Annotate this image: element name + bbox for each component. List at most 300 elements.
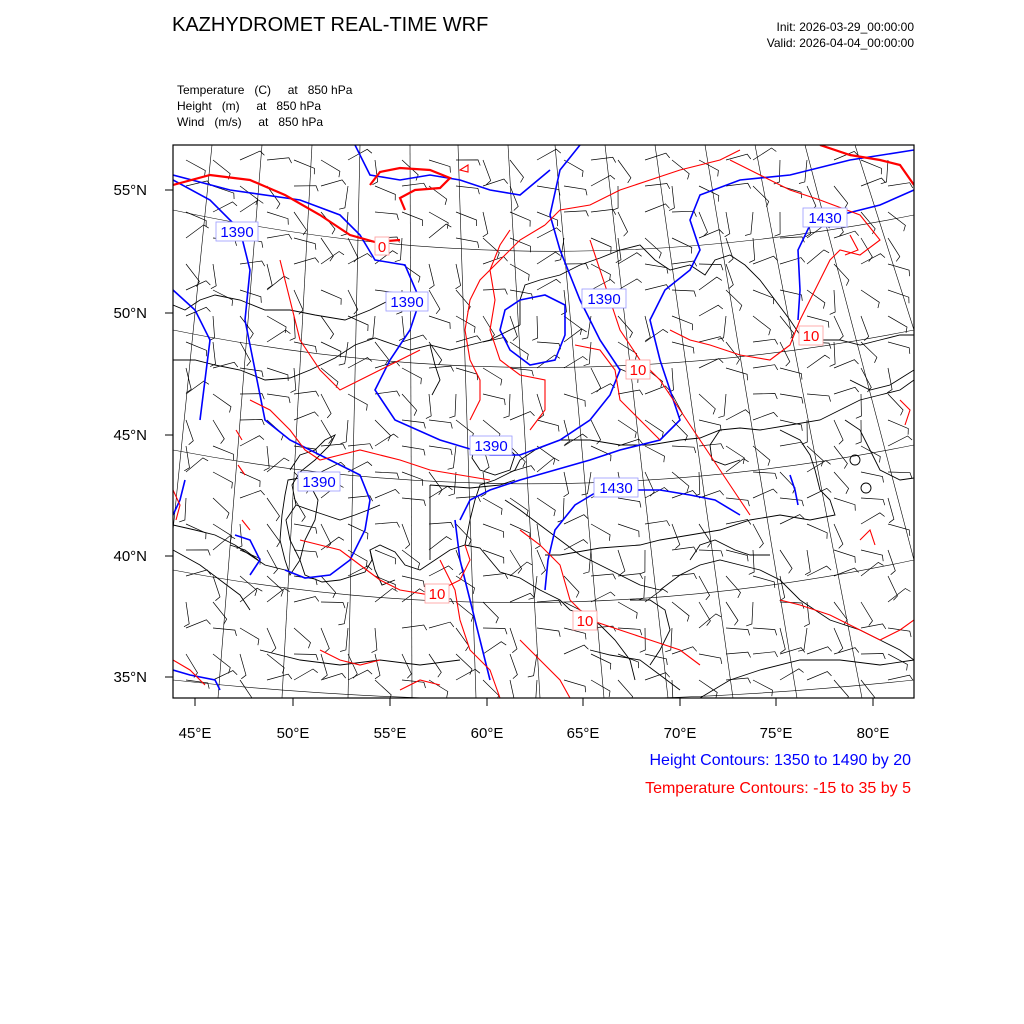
temperature-contour-label: 0 <box>377 239 387 256</box>
wind-barb <box>321 160 340 177</box>
wind-barb <box>780 394 803 404</box>
wind-barb <box>645 446 665 462</box>
wind-barb <box>510 212 530 227</box>
wind-barb <box>618 253 642 264</box>
wind-barb <box>240 628 259 645</box>
wind-barb <box>448 446 456 469</box>
wind-barb <box>267 524 280 547</box>
temperature-contour-label: 10 <box>629 362 647 379</box>
wind-barb <box>184 602 189 627</box>
wind-barb <box>887 368 892 393</box>
wind-barb <box>339 186 348 209</box>
wind-barb <box>537 446 555 465</box>
wind-barb <box>483 179 508 186</box>
wind-barb <box>726 342 740 365</box>
wind-barb <box>537 498 555 516</box>
wind-barb <box>780 550 792 573</box>
wind-barb <box>699 277 722 290</box>
wind-barb <box>672 524 680 549</box>
wind-barb <box>483 642 506 654</box>
wind-barb <box>209 316 214 341</box>
wind-barb <box>186 342 206 356</box>
height-contour-label: 1390 <box>587 291 621 308</box>
wind-barb <box>694 472 700 496</box>
wind-barb <box>240 550 260 565</box>
wind-barb <box>267 458 289 472</box>
wind-barb <box>537 279 561 290</box>
wind-barb <box>338 602 348 625</box>
wind-barb <box>240 436 264 446</box>
wind-barb <box>807 355 830 368</box>
wind-barb <box>429 522 454 527</box>
wind-barb <box>888 589 911 603</box>
wind-barb <box>395 238 402 262</box>
variable-height: Height (m) at 850 hPa <box>177 99 322 113</box>
wind-barb <box>510 680 515 705</box>
wind-barb <box>528 654 537 677</box>
wind-barb <box>753 316 770 335</box>
wind-barb <box>267 654 284 674</box>
wind-barb <box>399 316 404 341</box>
wind-barb <box>510 550 522 574</box>
wind-barb <box>429 622 454 628</box>
wind-barb <box>375 212 399 220</box>
wind-barb <box>483 498 502 515</box>
wind-barb <box>294 238 316 250</box>
wind-barb <box>861 498 885 505</box>
temperature-contour-label: 10 <box>576 613 594 630</box>
wind-barb <box>861 550 883 561</box>
lat-tick-label: 50°N <box>113 305 147 322</box>
wind-barb <box>753 680 773 696</box>
wind-barb <box>564 645 588 654</box>
wind-barb <box>375 186 395 200</box>
wind-barb <box>645 184 670 189</box>
wind-barb <box>429 290 440 314</box>
temperature-contour-label: 10 <box>428 586 446 603</box>
wind-barb <box>429 264 434 289</box>
wind-barb <box>402 625 427 630</box>
wind-barb <box>753 290 774 304</box>
wind-barb <box>807 394 831 402</box>
wind-barb <box>861 513 885 524</box>
wind-barb <box>321 180 346 186</box>
init-time: Init: 2026-03-29_00:00:00 <box>776 20 914 34</box>
wind-barb <box>645 488 669 499</box>
wind-barb <box>834 472 849 494</box>
wind-barb <box>672 602 689 622</box>
wind-barb <box>186 225 209 238</box>
wind-barb <box>888 342 910 354</box>
wind-barb <box>746 602 753 626</box>
wind-barb <box>780 237 804 242</box>
wind-barb <box>753 472 777 479</box>
wind-barb <box>775 212 781 236</box>
wind-barb <box>240 576 257 596</box>
wind-barb <box>726 576 741 598</box>
wind-barb <box>429 446 452 455</box>
wind-barb <box>830 290 836 314</box>
wind-barb <box>294 597 319 603</box>
height-contour-label: 1430 <box>808 210 842 227</box>
wind-barb <box>726 498 749 506</box>
wind-barb <box>213 671 237 680</box>
wind-barb <box>564 515 588 524</box>
wind-barb <box>510 466 535 472</box>
wind-barb <box>483 524 504 538</box>
wind-barb <box>753 339 778 344</box>
wind-barb <box>375 550 395 564</box>
lat-tick-label: 45°N <box>113 427 147 444</box>
wind-barb <box>834 420 843 444</box>
wind-barb <box>672 547 697 552</box>
lon-tick-label: 45°E <box>178 725 212 742</box>
wind-barb <box>807 290 825 309</box>
wind-barb <box>888 212 905 231</box>
wind-barb <box>591 574 616 579</box>
wind-barb <box>834 316 843 340</box>
wind-barb <box>240 680 252 703</box>
wind-barb <box>645 472 654 496</box>
wind-barb <box>483 550 504 564</box>
wind-barb <box>426 394 431 419</box>
wind-barb <box>402 576 424 587</box>
wind-barb <box>240 472 260 487</box>
wind-barb <box>321 602 345 608</box>
wind-barb <box>340 628 348 652</box>
wind-barb <box>718 394 726 418</box>
valid-time: Valid: 2026-04-04_00:00:00 <box>766 36 914 50</box>
wind-barb <box>483 212 488 237</box>
wind-barb <box>483 574 508 579</box>
variable-wind: Wind (m/s) at 850 hPa <box>177 115 324 129</box>
wind-barb <box>267 550 278 574</box>
wind-barb <box>699 602 710 626</box>
wind-barb <box>774 160 780 184</box>
wind-barb <box>834 186 848 208</box>
wind-barb <box>402 368 421 384</box>
wind-barb <box>861 342 877 363</box>
wind-barb <box>861 178 886 186</box>
wind-barb <box>321 394 331 418</box>
height-contour-legend: Height Contours: 1350 to 1490 by 20 <box>649 752 911 769</box>
wind-barb <box>558 498 564 522</box>
wind-barb <box>645 204 670 212</box>
wind-barb <box>745 212 753 236</box>
wind-barb <box>348 394 367 411</box>
wind-barb <box>402 472 423 486</box>
wind-barb <box>672 446 696 453</box>
wind-barb <box>591 368 601 392</box>
wind-barb <box>456 336 481 342</box>
wind-barb <box>805 550 810 575</box>
wind-barb <box>321 628 329 653</box>
wind-barb <box>483 394 505 405</box>
wind-barb <box>240 491 265 499</box>
wind-barb <box>564 472 569 497</box>
wind-barb <box>348 654 357 678</box>
wind-barb <box>888 264 910 276</box>
wind-barb <box>483 628 507 634</box>
wind-barb <box>210 342 215 367</box>
wind-barb <box>591 209 616 214</box>
wind-barb <box>510 264 529 281</box>
wind-barb <box>267 234 292 239</box>
wind-barb <box>483 368 502 385</box>
wind-barb <box>726 628 750 635</box>
wind-barb <box>348 316 368 331</box>
lat-tick-label: 40°N <box>113 548 147 565</box>
wind-barb <box>802 420 808 444</box>
wind-barb <box>807 461 831 472</box>
wind-barb <box>348 670 372 680</box>
wind-barb <box>591 680 610 697</box>
wind-barb <box>699 212 708 237</box>
wind-barb <box>537 394 544 419</box>
wind-barb <box>861 316 869 341</box>
wind-barb <box>753 524 763 548</box>
wind-barb <box>699 394 715 414</box>
wind-barb <box>888 498 894 523</box>
wind-barb <box>267 498 280 521</box>
wind-barb <box>267 674 292 680</box>
wind-barb <box>483 289 507 295</box>
wind-barb <box>618 420 636 438</box>
wind-barb <box>367 316 375 340</box>
wind-barb <box>402 394 417 416</box>
wind-barb <box>213 420 224 444</box>
wind-barb <box>321 444 346 449</box>
wind-barb <box>240 420 264 426</box>
wind-barb <box>618 654 638 668</box>
wind-barb <box>749 550 754 574</box>
wind-barb <box>429 366 454 371</box>
wind-barb <box>591 157 616 162</box>
wind-barb <box>449 394 456 418</box>
wind-barb <box>672 420 687 441</box>
wind-barb <box>532 316 538 340</box>
wind-barb <box>402 183 427 188</box>
wind-barb <box>753 652 778 657</box>
wind-barb <box>372 628 377 653</box>
wind-barb <box>807 524 827 539</box>
wind-barb <box>834 680 848 702</box>
wind-barb <box>753 394 777 400</box>
wind-barb <box>429 212 448 229</box>
wind-barb <box>888 550 895 575</box>
wind-barb <box>888 238 900 261</box>
wind-barb <box>861 472 884 483</box>
height-contour-label: 1430 <box>599 480 633 497</box>
height-contour-label: 1390 <box>302 474 336 491</box>
wind-barb <box>726 652 751 657</box>
wind-barb <box>267 264 272 289</box>
wind-barb <box>240 200 263 212</box>
wind-barb <box>179 498 186 522</box>
wind-barb <box>321 576 336 598</box>
wind-barb <box>834 360 859 368</box>
wind-barb <box>834 628 843 652</box>
wind-barb <box>618 160 631 183</box>
wind-barb <box>618 602 637 619</box>
wind-barb <box>564 680 586 692</box>
wind-barb <box>888 628 911 637</box>
wind-barb <box>483 238 499 258</box>
wind-barb <box>510 524 530 539</box>
wind-barb <box>888 394 903 415</box>
wind-barb <box>780 258 805 264</box>
wind-barb <box>699 550 723 557</box>
wind-barb <box>753 628 777 635</box>
wind-barb <box>618 524 639 537</box>
wind-barb <box>294 258 319 264</box>
wind-barb <box>530 680 537 704</box>
wind-barb <box>267 158 292 163</box>
wind-barb <box>780 669 804 680</box>
wind-barb <box>888 675 913 680</box>
wind-barb <box>341 420 349 444</box>
wind-barb <box>753 256 778 264</box>
wind-barb <box>807 672 832 680</box>
wind-barb <box>537 342 561 349</box>
wind-barb <box>267 589 290 602</box>
wind-barb <box>798 628 807 651</box>
wind-barb <box>669 186 674 211</box>
wind-barb <box>503 394 510 418</box>
wind-barb <box>564 540 588 550</box>
wind-barb <box>537 252 560 264</box>
wind-barb <box>348 444 373 449</box>
wind-barb <box>638 576 645 600</box>
wind-barb <box>294 628 311 648</box>
wind-barb <box>834 550 855 563</box>
wind-barb <box>834 387 859 394</box>
wind-barb <box>726 602 738 625</box>
wind-barb <box>699 264 723 270</box>
wind-barb <box>861 290 879 308</box>
wind-barb <box>856 394 862 418</box>
wind-barb <box>856 420 862 444</box>
wind-barb <box>564 211 588 217</box>
wind-barb <box>375 434 398 446</box>
wind-barb <box>483 602 498 623</box>
wind-barb <box>753 365 778 370</box>
wind-barb <box>888 576 898 600</box>
wind-barb <box>240 654 246 679</box>
wind-barb <box>267 576 283 597</box>
wind-barb <box>726 238 733 263</box>
wind-barb <box>725 212 730 237</box>
wind-barb <box>510 593 534 602</box>
wind-barb <box>726 410 750 420</box>
wind-barb <box>618 550 625 575</box>
wind-barb <box>807 647 832 654</box>
wind-barb <box>888 420 908 435</box>
lon-tick-label: 50°E <box>276 725 310 742</box>
wind-barb <box>888 524 910 536</box>
wind-barb <box>537 550 546 575</box>
wind-barb <box>564 329 587 342</box>
wind-barb <box>861 654 885 660</box>
wind-barb <box>564 357 588 369</box>
wind-barb <box>402 524 410 549</box>
lat-tick-label: 35°N <box>113 669 147 686</box>
wind-barb <box>267 394 290 403</box>
wind-barb <box>645 153 670 160</box>
wind-barb <box>184 446 189 471</box>
wind-barb <box>186 368 191 393</box>
temperature-contour-legend: Temperature Contours: -15 to 35 by 5 <box>645 780 911 797</box>
wind-barb <box>861 602 873 626</box>
wind-barb <box>668 680 674 704</box>
wind-barb <box>375 654 380 679</box>
wind-barb <box>830 342 836 366</box>
wind-barb <box>753 412 778 420</box>
wind-barb <box>665 628 672 652</box>
wind-barb <box>699 337 724 342</box>
wind-barb <box>213 446 233 460</box>
wind-barb <box>591 280 615 291</box>
wind-barb <box>294 391 319 396</box>
wind-barb <box>726 368 748 380</box>
wind-barb <box>267 628 276 652</box>
wind-barb <box>291 368 296 393</box>
wind-barb <box>699 359 723 368</box>
wind-barb <box>618 498 641 508</box>
wind-barb <box>582 472 591 495</box>
wind-barb <box>186 264 199 287</box>
wind-barb <box>321 654 327 679</box>
height-contour-label: 1390 <box>474 438 508 455</box>
wind-barb <box>807 566 831 576</box>
wind-barb <box>456 654 472 675</box>
wind-barb <box>213 654 230 673</box>
wind-barb <box>429 566 453 576</box>
wind-barb <box>294 212 307 235</box>
wind-barb <box>613 186 619 210</box>
wind-barb <box>861 624 886 629</box>
wind-barb <box>639 550 645 574</box>
wind-barb <box>537 212 558 226</box>
wind-barb <box>321 462 345 472</box>
lon-tick-label: 80°E <box>856 725 890 742</box>
wind-barb <box>618 316 633 338</box>
wind-barb <box>510 628 517 653</box>
wind-barb <box>321 238 333 261</box>
wind-barb <box>726 290 742 311</box>
wind-barb <box>807 488 831 498</box>
wind-barb <box>537 228 561 238</box>
wind-barb <box>780 498 804 506</box>
wind-barb <box>213 394 231 413</box>
wind-barb <box>780 186 802 198</box>
wind-barb <box>780 628 785 653</box>
wind-barb <box>375 589 398 603</box>
wind-barb <box>321 420 332 444</box>
wind-barb <box>375 489 399 498</box>
wind-barb <box>834 498 855 511</box>
variable-temperature: Temperature (C) at 850 hPa <box>177 83 353 97</box>
wind-barb <box>591 524 610 541</box>
wind-barb <box>834 648 859 654</box>
lon-tick-label: 75°E <box>759 725 793 742</box>
wind-barb <box>645 386 670 394</box>
wind-barb <box>429 537 452 550</box>
wind-barb <box>718 316 726 339</box>
lon-tick-label: 70°E <box>663 725 697 742</box>
wind-barb <box>402 212 423 226</box>
wind-barb <box>672 472 689 492</box>
